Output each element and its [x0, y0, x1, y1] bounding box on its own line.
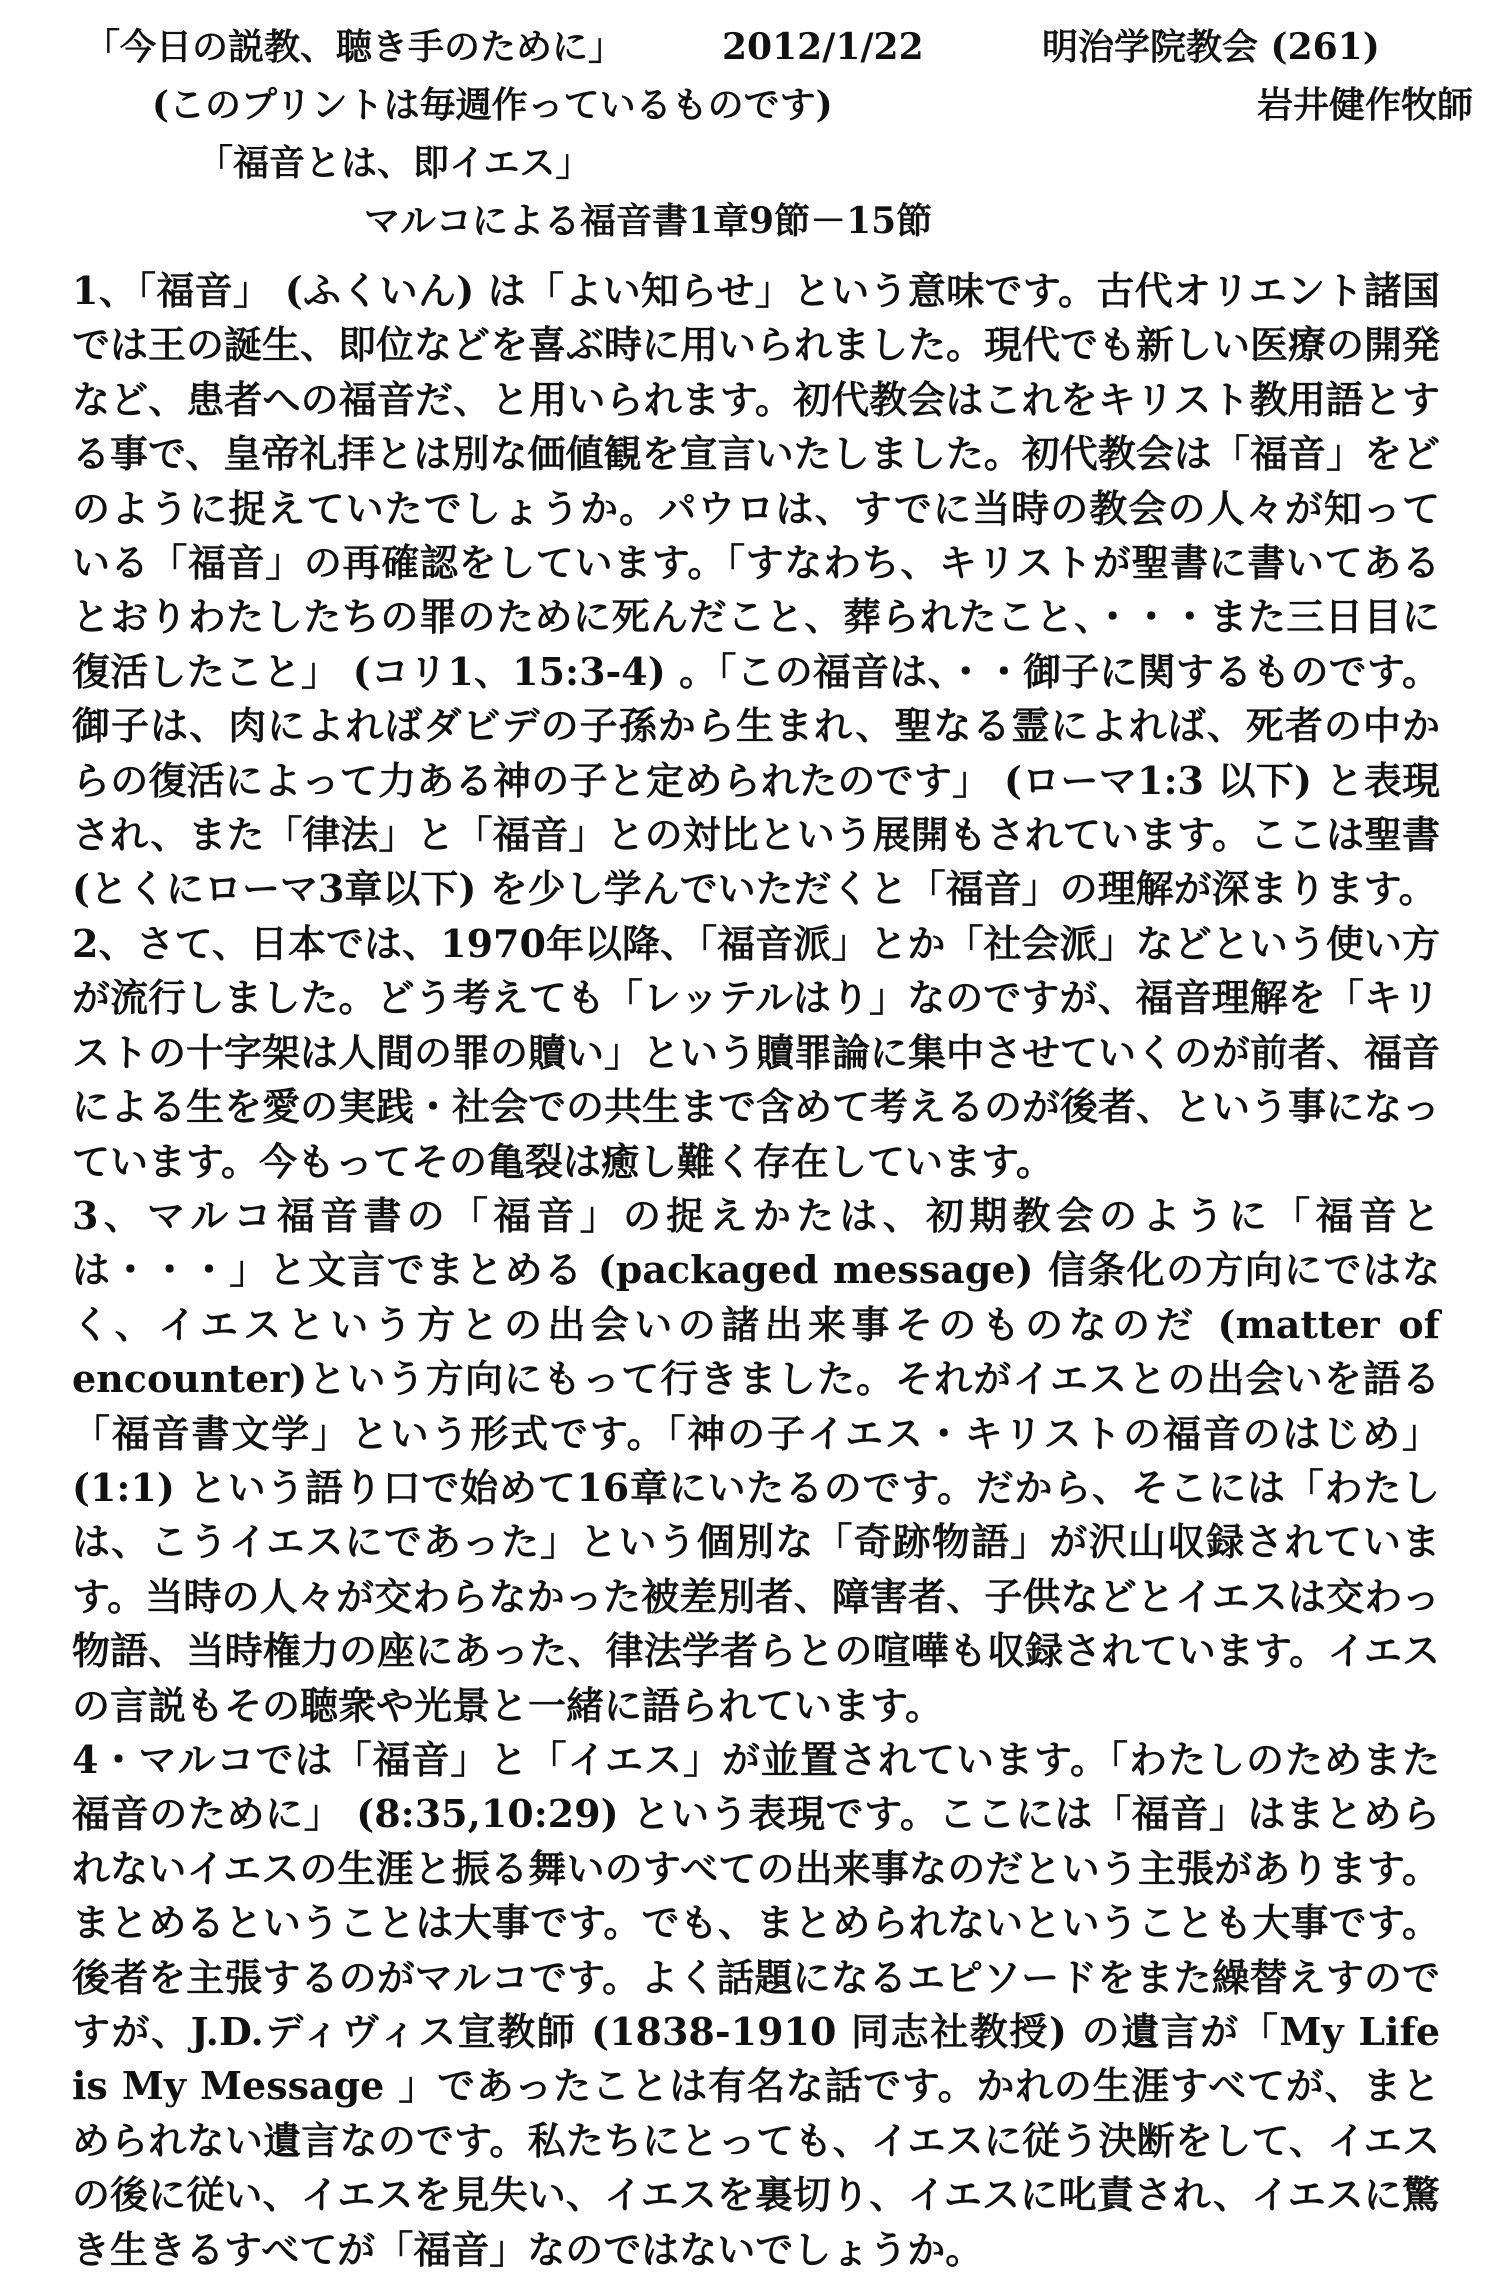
- header-row-4: [72, 192, 1440, 250]
- bulletin-title: 「今日の説教、聴き手のために」: [84, 26, 625, 68]
- scripture-passage: マルコによる福音書1章9節－15節: [364, 200, 933, 242]
- sermon-body: [72, 264, 1440, 2277]
- pastor-name: 岩井健作牧師: [1257, 84, 1474, 126]
- header-row-3: [72, 134, 1440, 192]
- church-name: 明治学院教会 (261): [1042, 26, 1380, 68]
- print-note: (このプリントは毎週作っているものです): [152, 84, 833, 126]
- paragraph-4: 4・マルコでは「福音」と「イエス」が並置されています。「わたしのためまた福音のために」 (8:35,10:29) という表現です。ここには「福音」はまとめられないイエスの生涯と振る舞いのすべての出来事なのだという主張があります。まとめるということは大事です。でも、まとめられないということも大事です。後者を主張するのがマルコです。よく話題になるエピソードをまた繰替えすのですが、J.D.ディヴィス宣教師 (1838-1910 同志社教授) の遺言が「My Life is My Message 」であったことは有名な話です。かれの生涯すべてが、まとめられない遺言なのです。私たちにとっても、イエスに従う決断をして、イエスの後に従い、イエスを見失い、イエスを裏切り、イエスに叱責され、イエスに驚き生きるすべてが「福音」なのではないでしょうか。: [72, 1736, 1440, 2272]
- paragraph-2: 2、さて、日本では、1970年以降、「福音派」とか「社会派」などという使い方が流行しました。どう考えても「レッテルはり」なのですが、福音理解を「キリストの十字架は人間の罪の贖い」という贖罪論に集中させていくのが前者、福音による生を愛の実践・社会での共生まで含めて考えるのが後者、という事になっています。今もってその亀裂は癒し難く存在しています。: [72, 920, 1441, 1184]
- paragraph-3: 3、マルコ福音書の「福音」の捉えかたは、初期教会のように「福音とは・・・」と文言でまとめる (packaged message) 信条化の方向にではなく、イエスという方との出会いの諸出来事そのものなのだ (matter of encounter)という方向にもって行きました。それがイエスとの出会いを語る「福音書文学」という形式です。「神の子イエス・キリストの福音のはじめ」(1:1) という語り口で始めて16章にいたるのです。だから、そこには「わたしは、こうイエスにであった」という個別な「奇跡物語」が沢山収録されています。当時の人々が交わらなかった被差別者、障害者、子供などとイエスは交わっ物語、当時権力の座にあった、律法学者らとの喧嘩も収録されています。イエスの言説もその聴衆や光景と一緒に語られています。: [72, 1192, 1440, 1728]
- sermon-title: 「福音とは、即イエス」: [197, 142, 592, 184]
- bulletin-date: 2012/1/22: [722, 26, 924, 68]
- paragraph-1: 1、「福音」 (ふくいん) は「よい知らせ」という意味です。古代オリエント諸国では王の誕生、即位などを喜ぶ時に用いられました。現代でも新しい医療の開発など、患者への福音だ、と用いられます。初代教会はこれをキリスト教用語とする事で、皇帝礼拝とは別な価値観を宣言いたしました。初代教会は「福音」をどのように捉えていたでしょうか。パウロは、すでに当時の教会の人々が知っている「福音」の再確認をしています。「すなわち、キリストが聖書に書いてあるとおりわたしたちの罪のために死んだこと、葬られたこと、・・・また三日目に復活したこと」 (コリ1、15:3-4) 。「この福音は、・・御子に関するものです。御子は、肉によればダビデの子孫から生まれ、聖なる霊によれば、死者の中からの復活によって力ある神の子と定められたのです」 (ローマ1:3 以下) と表現され、また「律法」と「福音」との対比という展開もされています。ここは聖書 (とくにローマ3章以下) を少し学んでいただくと「福音」の理解が深まります。: [72, 268, 1441, 912]
- header-row-1: [72, 18, 1440, 76]
- header-row-2: [72, 76, 1474, 134]
